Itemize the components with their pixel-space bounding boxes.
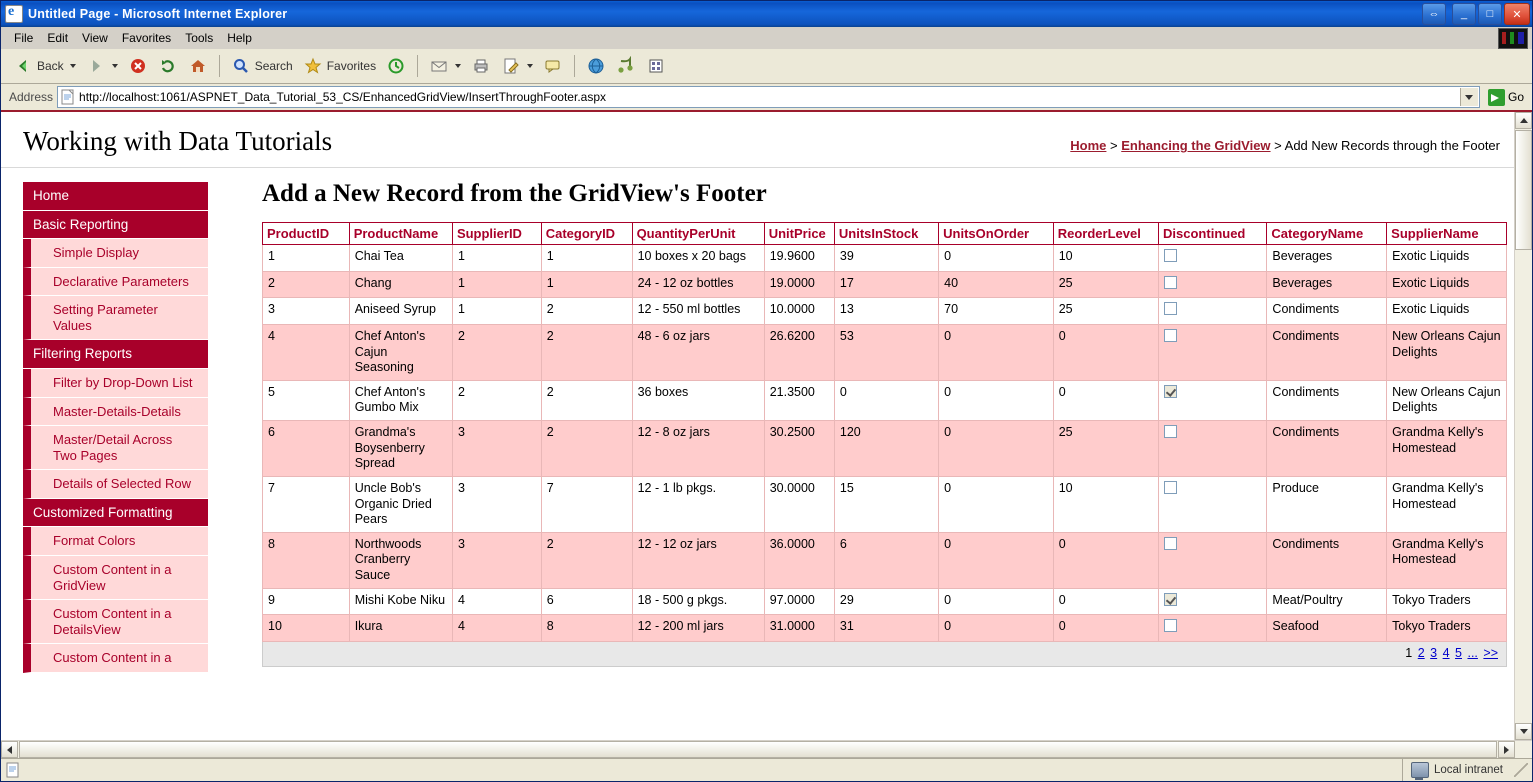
sidebar-item-master-detail-across-two-pages[interactable]: Master/Detail Across Two Pages xyxy=(23,426,208,470)
toolbar-separator-2 xyxy=(417,55,418,77)
back-label: Back xyxy=(37,59,64,73)
cell-categoryid: 7 xyxy=(541,476,632,532)
breadcrumb xyxy=(1070,138,1500,157)
search-label: Search xyxy=(254,59,293,73)
horizontal-scroll-thumb[interactable] xyxy=(19,741,1497,758)
cell-productid: 1 xyxy=(263,245,350,272)
gridview-body xyxy=(263,245,1507,667)
sidebar-item-custom-content-in-a[interactable]: Custom Content in a xyxy=(23,644,208,673)
cell-unitsonorder: 70 xyxy=(939,298,1054,325)
column-header-reorderlevel[interactable]: ReorderLevel xyxy=(1053,223,1158,245)
pager-page-3[interactable]: 3 xyxy=(1430,645,1438,660)
cell-categoryid: 2 xyxy=(541,380,632,420)
cell-supplierid: 1 xyxy=(452,245,541,272)
cell-unitsinstock: 53 xyxy=(834,324,938,380)
cell-suppliername: Exotic Liquids xyxy=(1387,298,1507,325)
cell-categoryid: 6 xyxy=(541,588,632,615)
breadcrumb-current: Add New Records through the Footer xyxy=(1284,138,1500,153)
window-controls xyxy=(1422,3,1530,25)
cell-discontinued xyxy=(1159,421,1267,477)
discontinued-checkbox xyxy=(1164,276,1177,289)
stop-icon xyxy=(128,56,148,76)
sidebar-item-format-colors[interactable]: Format Colors xyxy=(23,527,208,556)
cell-reorderlevel: 10 xyxy=(1053,476,1158,532)
cell-reorderlevel: 0 xyxy=(1053,324,1158,380)
cell-unitprice: 36.0000 xyxy=(764,532,834,588)
cell-quantityperunit: 24 - 12 oz bottles xyxy=(632,271,764,298)
history-icon xyxy=(386,56,406,76)
cell-supplierid: 2 xyxy=(452,324,541,380)
history-button[interactable] xyxy=(382,54,410,78)
cell-categoryname: Condiments xyxy=(1267,421,1387,477)
cell-unitprice: 26.6200 xyxy=(764,324,834,380)
cell-suppliername: Grandma Kelly's Homestead xyxy=(1387,421,1507,477)
cell-discontinued xyxy=(1159,615,1267,642)
table-row xyxy=(263,324,1507,380)
discuss-button[interactable] xyxy=(539,54,567,78)
cell-productid: 5 xyxy=(263,380,350,420)
cell-supplierid: 4 xyxy=(452,588,541,615)
menu-item-file[interactable]: File xyxy=(14,30,34,45)
content-row xyxy=(1,168,1514,673)
media-button[interactable] xyxy=(612,54,640,78)
cell-unitsonorder: 0 xyxy=(939,532,1054,588)
toolbar-separator-1 xyxy=(219,55,220,77)
window-title: Untitled Page - Microsoft Internet Explorer xyxy=(28,7,288,21)
menu-item-tools[interactable]: Tools xyxy=(185,30,214,45)
cell-unitsinstock: 13 xyxy=(834,298,938,325)
ie-page-icon xyxy=(5,5,23,23)
table-row xyxy=(263,588,1507,615)
scrollbar-corner xyxy=(1515,741,1532,758)
refresh-button[interactable] xyxy=(154,54,182,78)
discontinued-checkbox xyxy=(1164,593,1177,606)
mail-button[interactable] xyxy=(425,54,465,78)
cell-unitprice: 97.0000 xyxy=(764,588,834,615)
go-label: Go xyxy=(1507,90,1524,104)
cell-unitsonorder: 0 xyxy=(939,588,1054,615)
breadcrumb-section-link[interactable]: Enhancing the GridView xyxy=(1121,138,1271,153)
branding-logo xyxy=(1498,28,1528,49)
address-bar xyxy=(1,84,1532,112)
cell-productid: 8 xyxy=(263,532,350,588)
cell-supplierid: 3 xyxy=(452,532,541,588)
scroll-down-button[interactable] xyxy=(1515,723,1532,740)
discontinued-checkbox xyxy=(1164,481,1177,494)
search-icon xyxy=(231,56,251,76)
mail-icon xyxy=(429,56,449,76)
column-header-quantityperunit[interactable]: QuantityPerUnit xyxy=(632,223,764,245)
resize-grip[interactable] xyxy=(1514,763,1528,777)
edit-dropdown-icon[interactable] xyxy=(527,64,533,68)
cell-unitprice: 19.9600 xyxy=(764,245,834,272)
cell-supplierid: 1 xyxy=(452,298,541,325)
cell-quantityperunit: 10 boxes x 20 bags xyxy=(632,245,764,272)
column-header-categoryname[interactable]: CategoryName xyxy=(1267,223,1387,245)
table-row xyxy=(263,476,1507,532)
menu-item-favorites[interactable]: Favorites xyxy=(121,30,172,45)
column-header-unitsonorder[interactable]: UnitsOnOrder xyxy=(939,223,1054,245)
scroll-up-button[interactable] xyxy=(1515,112,1532,129)
cell-quantityperunit: 12 - 12 oz jars xyxy=(632,532,764,588)
scroll-up-icon xyxy=(1520,118,1528,123)
address-input[interactable] xyxy=(57,86,1480,108)
cell-categoryid: 2 xyxy=(541,324,632,380)
vertical-scroll-thumb[interactable] xyxy=(1515,130,1532,250)
cell-unitsonorder: 0 xyxy=(939,245,1054,272)
cell-productid: 7 xyxy=(263,476,350,532)
menu-item-edit[interactable]: Edit xyxy=(47,30,69,45)
favorites-label: Favorites xyxy=(326,59,377,73)
favorites-button[interactable] xyxy=(299,54,380,78)
cell-suppliername: New Orleans Cajun Delights xyxy=(1387,380,1507,420)
sidebar-item-details-of-selected-row[interactable]: Details of Selected Row xyxy=(23,470,208,499)
globe-icon xyxy=(586,56,606,76)
cell-categoryid: 2 xyxy=(541,421,632,477)
mail-dropdown-icon[interactable] xyxy=(455,64,461,68)
breadcrumb-home-link[interactable]: Home xyxy=(1070,138,1107,153)
products-gridview xyxy=(262,222,1507,667)
sidebar-item-filtering-reports[interactable]: Filtering Reports xyxy=(23,340,208,369)
cell-quantityperunit: 36 boxes xyxy=(632,380,764,420)
pager-next-set[interactable]: >> xyxy=(1483,645,1498,660)
cell-productname: Chef Anton's Gumbo Mix xyxy=(349,380,452,420)
cell-unitsinstock: 120 xyxy=(834,421,938,477)
cell-suppliername: Grandma Kelly's Homestead xyxy=(1387,476,1507,532)
cell-unitprice: 30.2500 xyxy=(764,421,834,477)
menu-item-help[interactable]: Help xyxy=(227,30,252,45)
column-header-supplierid[interactable]: SupplierID xyxy=(452,223,541,245)
cell-categoryname: Seafood xyxy=(1267,615,1387,642)
cell-discontinued xyxy=(1159,245,1267,272)
gridview-header-row xyxy=(263,223,1507,245)
cell-productid: 9 xyxy=(263,588,350,615)
site-header xyxy=(1,112,1514,168)
column-header-unitsinstock[interactable]: UnitsInStock xyxy=(834,223,938,245)
pager-page-1: 1 xyxy=(1405,645,1413,660)
scroll-left-button[interactable] xyxy=(1,741,18,758)
cell-unitsinstock: 6 xyxy=(834,532,938,588)
home-button[interactable] xyxy=(184,54,212,78)
sidebar-item-filter-by-drop-down-list[interactable]: Filter by Drop-Down List xyxy=(23,369,208,398)
cell-unitsinstock: 15 xyxy=(834,476,938,532)
printer-icon xyxy=(471,56,491,76)
cell-categoryname: Condiments xyxy=(1267,324,1387,380)
document-area xyxy=(1,112,1532,740)
forward-button[interactable] xyxy=(82,54,122,78)
breadcrumb-sep-2: > xyxy=(1270,138,1285,153)
media-icon xyxy=(616,56,636,76)
cell-unitprice: 21.3500 xyxy=(764,380,834,420)
research-icon xyxy=(646,56,666,76)
close-button[interactable]: ✕ xyxy=(1504,3,1530,25)
cell-suppliername: Exotic Liquids xyxy=(1387,245,1507,272)
sidebar-item-customized-formatting[interactable]: Customized Formatting xyxy=(23,499,208,528)
research-button[interactable] xyxy=(642,54,670,78)
column-header-unitprice[interactable]: UnitPrice xyxy=(764,223,834,245)
address-label: Address xyxy=(9,90,54,104)
page-icon xyxy=(60,89,76,105)
page-heading: Add a New Record from the GridView's Footer xyxy=(262,180,767,207)
cell-unitsinstock: 29 xyxy=(834,588,938,615)
pager-page-2[interactable]: 2 xyxy=(1417,645,1425,660)
menu-bar xyxy=(1,27,1532,49)
pager-ellipsis[interactable]: ... xyxy=(1467,645,1478,660)
discontinued-checkbox xyxy=(1164,302,1177,315)
security-zone[interactable] xyxy=(1402,759,1528,781)
gridview-pager-row xyxy=(263,641,1507,666)
cell-quantityperunit: 12 - 200 ml jars xyxy=(632,615,764,642)
cell-supplierid: 1 xyxy=(452,271,541,298)
column-header-productname[interactable]: ProductName xyxy=(349,223,452,245)
cell-discontinued xyxy=(1159,476,1267,532)
cell-discontinued xyxy=(1159,588,1267,615)
cell-categoryname: Condiments xyxy=(1267,380,1387,420)
column-header-categoryid[interactable]: CategoryID xyxy=(541,223,632,245)
cell-suppliername: Exotic Liquids xyxy=(1387,271,1507,298)
cell-suppliername: New Orleans Cajun Delights xyxy=(1387,324,1507,380)
column-header-productid[interactable]: ProductID xyxy=(263,223,350,245)
back-button[interactable] xyxy=(9,54,80,78)
status-left xyxy=(5,762,1402,778)
cell-productid: 3 xyxy=(263,298,350,325)
cell-categoryname: Beverages xyxy=(1267,245,1387,272)
cell-categoryid: 2 xyxy=(541,298,632,325)
cell-reorderlevel: 0 xyxy=(1053,615,1158,642)
scroll-right-button[interactable] xyxy=(1498,741,1515,758)
edit-button[interactable] xyxy=(497,54,537,78)
search-button[interactable] xyxy=(227,54,297,78)
cell-reorderlevel: 25 xyxy=(1053,271,1158,298)
cell-productname: Chang xyxy=(349,271,452,298)
address-value: http://localhost:1061/ASPNET_Data_Tutorial_53_CS/EnhancedGridView/InsertThroughFooter.aspx xyxy=(79,90,606,104)
cell-unitprice: 31.0000 xyxy=(764,615,834,642)
cell-reorderlevel: 25 xyxy=(1053,298,1158,325)
cell-productname: Mishi Kobe Niku xyxy=(349,588,452,615)
toolbar xyxy=(1,49,1532,84)
cell-categoryname: Condiments xyxy=(1267,532,1387,588)
stop-button[interactable] xyxy=(124,54,152,78)
address-dropdown-icon[interactable] xyxy=(1460,88,1478,106)
cell-unitprice: 30.0000 xyxy=(764,476,834,532)
discontinued-checkbox xyxy=(1164,537,1177,550)
refresh-icon xyxy=(158,56,178,76)
menu-item-view[interactable]: View xyxy=(82,30,108,45)
cell-discontinued xyxy=(1159,532,1267,588)
sidebar-item-basic-reporting[interactable]: Basic Reporting xyxy=(23,211,208,240)
cell-categoryname: Condiments xyxy=(1267,298,1387,325)
cell-discontinued xyxy=(1159,324,1267,380)
zone-label: Local intranet xyxy=(1433,764,1503,776)
cell-suppliername: Tokyo Traders xyxy=(1387,588,1507,615)
cell-categoryname: Meat/Poultry xyxy=(1267,588,1387,615)
horizontal-scrollbar[interactable] xyxy=(1,740,1532,758)
cell-quantityperunit: 12 - 8 oz jars xyxy=(632,421,764,477)
cell-productname: Aniseed Syrup xyxy=(349,298,452,325)
print-button[interactable] xyxy=(467,54,495,78)
messenger-button[interactable] xyxy=(582,54,610,78)
scroll-down-icon xyxy=(1520,729,1528,734)
discontinued-checkbox xyxy=(1164,619,1177,632)
sidebar-item-custom-content-in-a-gridview[interactable]: Custom Content in a GridView xyxy=(23,556,208,600)
cell-unitprice: 19.0000 xyxy=(764,271,834,298)
edit-page-icon xyxy=(501,56,521,76)
cell-productname: Chai Tea xyxy=(349,245,452,272)
cell-unitprice: 10.0000 xyxy=(764,298,834,325)
cell-unitsonorder: 0 xyxy=(939,615,1054,642)
discontinued-checkbox xyxy=(1164,385,1177,398)
cell-unitsonorder: 0 xyxy=(939,380,1054,420)
cell-unitsonorder: 0 xyxy=(939,421,1054,477)
cell-categoryname: Beverages xyxy=(1267,271,1387,298)
cell-productid: 2 xyxy=(263,271,350,298)
home-icon xyxy=(188,56,208,76)
cell-productid: 4 xyxy=(263,324,350,380)
cell-reorderlevel: 0 xyxy=(1053,380,1158,420)
cell-reorderlevel: 0 xyxy=(1053,532,1158,588)
cell-categoryid: 1 xyxy=(541,245,632,272)
sidebar-item-simple-display[interactable]: Simple Display xyxy=(23,239,208,268)
column-header-suppliername[interactable]: SupplierName xyxy=(1387,223,1507,245)
cell-discontinued xyxy=(1159,298,1267,325)
page-status-icon xyxy=(5,762,21,778)
breadcrumb-sep-1: > xyxy=(1106,138,1122,153)
sidebar-item-custom-content-in-a-detailsview[interactable]: Custom Content in a DetailsView xyxy=(23,600,208,644)
star-icon xyxy=(303,56,323,76)
scroll-left-icon xyxy=(7,746,12,754)
cell-categoryid: 2 xyxy=(541,532,632,588)
toolbar-separator-3 xyxy=(574,55,575,77)
cell-productname: Chef Anton's Cajun Seasoning xyxy=(349,324,452,380)
cell-productname: Uncle Bob's Organic Dried Pears xyxy=(349,476,452,532)
cell-quantityperunit: 18 - 500 g pkgs. xyxy=(632,588,764,615)
cell-unitsinstock: 0 xyxy=(834,380,938,420)
status-bar xyxy=(1,758,1532,781)
site-title: Working with Data Tutorials xyxy=(23,126,333,156)
go-arrow-icon xyxy=(1488,89,1505,106)
main-content xyxy=(262,180,1514,667)
minimize-button[interactable]: _ xyxy=(1452,3,1476,25)
restore-button[interactable]: ⇔ xyxy=(1422,3,1446,25)
forward-arrow-icon xyxy=(86,56,106,76)
cell-supplierid: 3 xyxy=(452,476,541,532)
cell-unitsonorder: 0 xyxy=(939,324,1054,380)
cell-productid: 10 xyxy=(263,615,350,642)
title-bar xyxy=(1,1,1532,27)
discontinued-checkbox xyxy=(1164,249,1177,262)
cell-unitsinstock: 39 xyxy=(834,245,938,272)
table-row xyxy=(263,615,1507,642)
pager-cell xyxy=(263,641,1507,666)
discontinued-checkbox xyxy=(1164,329,1177,342)
table-row xyxy=(263,245,1507,272)
sidebar-item-setting-parameter-values[interactable]: Setting Parameter Values xyxy=(23,296,208,340)
pager-page-4[interactable]: 4 xyxy=(1442,645,1450,660)
cell-discontinued xyxy=(1159,380,1267,420)
back-dropdown-icon[interactable] xyxy=(70,64,76,68)
cell-productname: Northwoods Cranberry Sauce xyxy=(349,532,452,588)
sidebar-item-declarative-parameters[interactable]: Declarative Parameters xyxy=(23,268,208,297)
cell-categoryid: 8 xyxy=(541,615,632,642)
pager-page-5[interactable]: 5 xyxy=(1455,645,1462,660)
cell-supplierid: 4 xyxy=(452,615,541,642)
cell-suppliername: Grandma Kelly's Homestead xyxy=(1387,532,1507,588)
discontinued-checkbox xyxy=(1164,425,1177,438)
web-page xyxy=(1,112,1514,740)
table-row xyxy=(263,271,1507,298)
go-button[interactable] xyxy=(1484,89,1528,106)
cell-categoryname: Produce xyxy=(1267,476,1387,532)
column-header-discontinued[interactable]: Discontinued xyxy=(1159,223,1267,245)
cell-unitsonorder: 0 xyxy=(939,476,1054,532)
cell-reorderlevel: 10 xyxy=(1053,245,1158,272)
table-row xyxy=(263,532,1507,588)
cell-reorderlevel: 25 xyxy=(1053,421,1158,477)
scroll-right-icon xyxy=(1504,746,1509,754)
forward-dropdown-icon[interactable] xyxy=(112,64,118,68)
table-row xyxy=(263,421,1507,477)
table-row xyxy=(263,380,1507,420)
cell-unitsonorder: 40 xyxy=(939,271,1054,298)
vertical-scrollbar[interactable] xyxy=(1514,112,1532,740)
cell-reorderlevel: 0 xyxy=(1053,588,1158,615)
maximize-button[interactable]: □ xyxy=(1478,3,1502,25)
cell-supplierid: 2 xyxy=(452,380,541,420)
sidebar-item-home[interactable]: Home xyxy=(23,182,208,211)
cell-discontinued xyxy=(1159,271,1267,298)
cell-quantityperunit: 12 - 1 lb pkgs. xyxy=(632,476,764,532)
cell-productname: Grandma's Boysenberry Spread xyxy=(349,421,452,477)
cell-productname: Ikura xyxy=(349,615,452,642)
sidebar-item-master-details-details[interactable]: Master-Details-Details xyxy=(23,398,208,427)
sidebar xyxy=(23,182,208,673)
cell-categoryid: 1 xyxy=(541,271,632,298)
table-row xyxy=(263,298,1507,325)
cell-quantityperunit: 48 - 6 oz jars xyxy=(632,324,764,380)
vertical-scroll-track[interactable] xyxy=(1515,250,1532,723)
cell-quantityperunit: 12 - 550 ml bottles xyxy=(632,298,764,325)
cell-unitsinstock: 17 xyxy=(834,271,938,298)
cell-unitsinstock: 31 xyxy=(834,615,938,642)
discuss-icon xyxy=(543,56,563,76)
back-arrow-icon xyxy=(13,56,33,76)
cell-suppliername: Tokyo Traders xyxy=(1387,615,1507,642)
cell-supplierid: 3 xyxy=(452,421,541,477)
cell-productid: 6 xyxy=(263,421,350,477)
network-icon xyxy=(1411,762,1429,778)
